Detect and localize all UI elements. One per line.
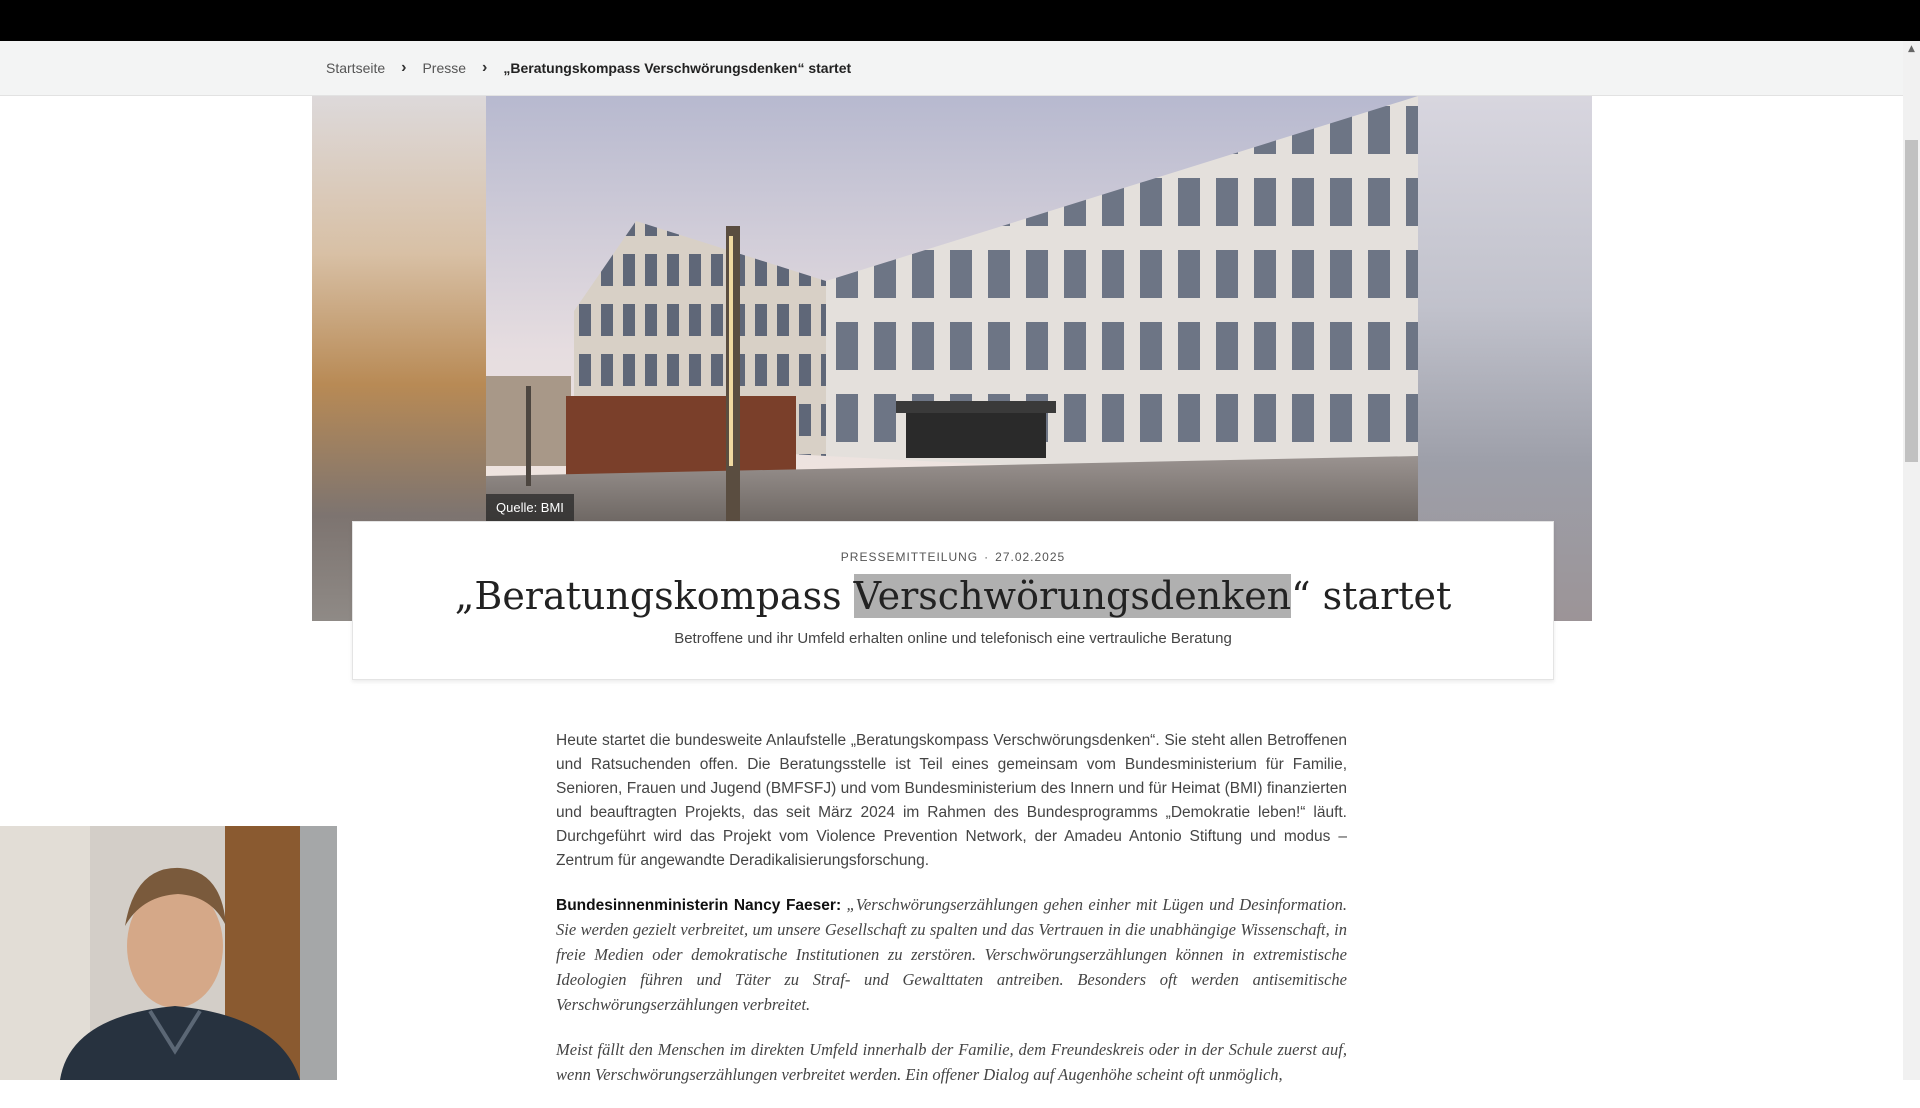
title-highlighted-word: Verschwörungsdenken: [853, 574, 1292, 618]
article-date: 27.02.2025: [995, 550, 1066, 564]
breadcrumb-presse-link[interactable]: Presse: [422, 60, 467, 76]
ministry-building-photo: [486, 96, 1418, 521]
quote-text-continued: Meist fällt den Menschen im direkten Umfeld innerhalb der Familie, dem Freundeskreis oder in der Schule zuerst auf, wenn Verschwörungserzählungen verbreitet werden. Ein offener Dialog auf Augenhöhe scheint oft unmöglich,: [556, 1040, 1347, 1084]
scrollbar-thumb[interactable]: [1905, 140, 1918, 462]
article-type: PRESSEMITTEILUNG: [840, 550, 979, 564]
photo-source-label: Quelle: BMI: [486, 494, 574, 521]
article-subtitle: Betroffene und ihr Umfeld erhalten online und telefonisch eine vertrauliche Beratung: [674, 630, 1232, 647]
breadcrumb-current: „Beratungskompass Verschwörungsdenken“ startet: [503, 60, 852, 76]
webcam-overlay: [0, 826, 337, 1080]
chevron-right-icon: ›: [401, 59, 407, 76]
title-part-1: „Beratungskompass: [454, 574, 854, 618]
breadcrumb-bar: [0, 41, 1903, 96]
breadcrumb: [326, 41, 851, 95]
quote-text: „Verschwörungserzählungen gehen einher mit Lügen und Desinformation. Sie werden gezielt verbreitet, um unsere Gesellschaft zu spalten und das Vertrauen in die unabhängige Wissenschaft, in freie Medien oder demokratische Institutionen zu zerstören. Verschwörungserzählungen können in extremistische Ideologien führen und Täter zu Straf- und Gewalttaten antreiben. Besonders oft werden antisemitische Verschwörungserzählungen verbreitet.: [556, 895, 1347, 1014]
quote-speaker: Bundesinnenministerin Nancy Faeser:: [556, 897, 842, 914]
article-title-card: [352, 521, 1554, 680]
page-title: [353, 574, 1553, 618]
scroll-up-arrow-icon[interactable]: ▲: [1908, 44, 1915, 54]
vertical-scrollbar[interactable]: [1903, 41, 1920, 1080]
browser-top-bar: [0, 0, 1920, 41]
article-paragraph: Heute startet die bundesweite Anlaufstelle „Beratungskompass Verschwörungsdenken“. Sie steht allen Betroffenen und Ratsuchenden offen. Die Beratungsstelle ist Teil eines gemeinsam vom Bundesministerium für Familie, Senioren, Frauen und Jugend (BMFSFJ) und vom Bundesministerium des Innern und für Heimat (BMI) finanzierten und beauftragten Projekts, das seit März 2024 im Rahmen des Bundesprogramms „Demokratie leben!“ läuft. Durchgeführt wird das Projekt vom Violence Prevention Network, der Amadeu Antonio Stiftung und modus – Zentrum für angewandte Deradikalisierungsforschung.: [556, 732, 1347, 869]
webcam-person-image: [0, 826, 337, 1080]
meta-separator: ·: [984, 550, 990, 564]
article-body: [556, 729, 1347, 1108]
quote-paragraph-continued: [556, 1038, 1347, 1088]
article-meta: [353, 550, 1553, 564]
title-part-2: “ startet: [1291, 574, 1452, 618]
breadcrumb-home-link[interactable]: Startseite: [326, 60, 386, 76]
chevron-right-icon: ›: [482, 59, 488, 76]
quote-paragraph: [556, 893, 1347, 1018]
